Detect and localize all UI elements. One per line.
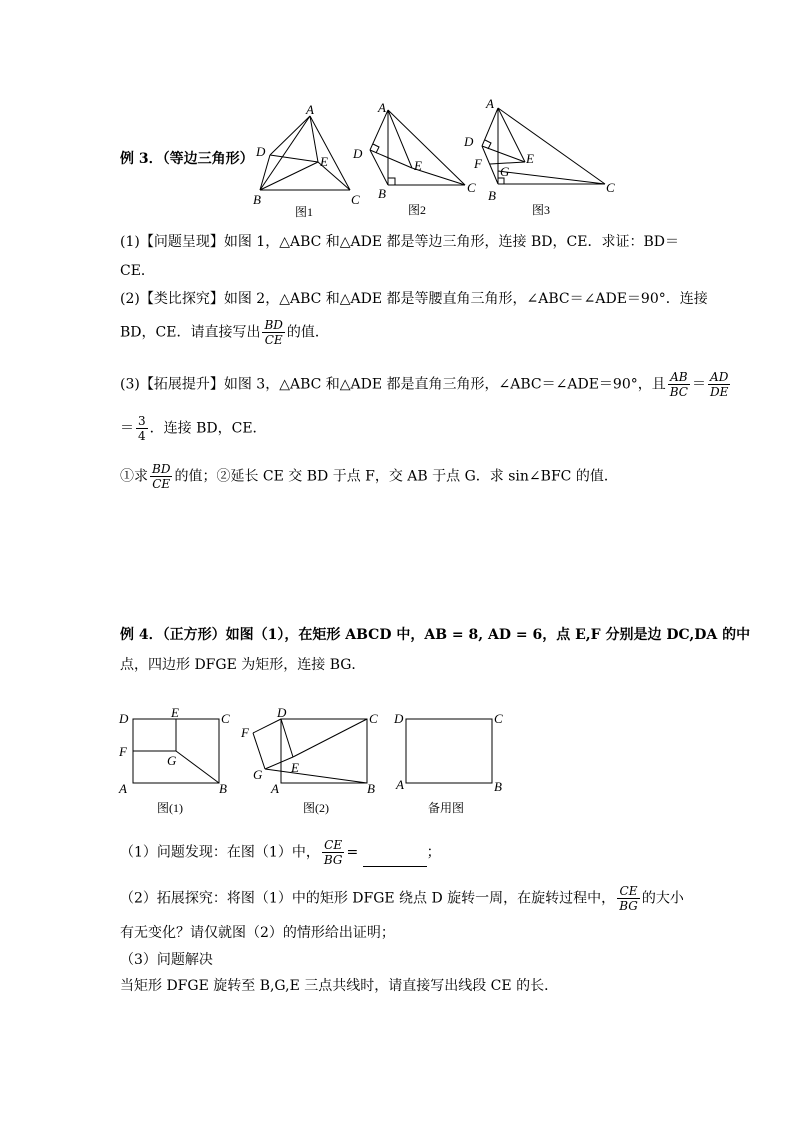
ex4-fig1-label-A: A: [119, 781, 127, 796]
example4-title-line1: [120, 626, 750, 644]
ex4-fig2-label-G: G: [253, 767, 263, 782]
ex3-fig3-label-A: A: [486, 96, 494, 111]
ex3-q3-frac-ad-de: [708, 370, 730, 399]
ex3-fig3-label-E: E: [526, 151, 534, 166]
ex3-q3-line1: [120, 370, 732, 399]
ex4-fig1-label-F: F: [119, 744, 127, 759]
ex4-fig2-label-F: F: [241, 725, 249, 740]
ex3-fig1-label-C: C: [351, 192, 360, 207]
ex4-p1-frac-den: BG: [323, 853, 343, 867]
ex3-q3-line2-pre: ＝: [120, 420, 134, 437]
ex4-p2-line1-post: 的大小: [641, 890, 684, 907]
ex4-fig1-label-B: B: [219, 781, 227, 796]
ex4-figure-1: [115, 705, 235, 820]
ex4-p2-line1: [120, 884, 684, 913]
ex3-fig1-label-B: B: [253, 192, 261, 207]
ex4-p2-frac-den: BG: [619, 899, 638, 913]
ex3-q2-fraction: [262, 318, 284, 347]
ex4-figure-spare: [390, 705, 510, 820]
ex4-p1: [120, 838, 441, 867]
ex3-fig2-label-B: B: [378, 186, 386, 201]
ex4-p2-frac-num: CE: [617, 884, 640, 899]
ex3-q3-sub-frac-num: BD: [152, 462, 171, 476]
ex4-fig2-caption: 图(2): [303, 801, 329, 815]
ex4-fig2-label-D: D: [277, 705, 287, 720]
ex4-fig1-label-G: G: [167, 753, 177, 768]
ex3-fig3-label-C: C: [606, 180, 615, 195]
ex4-p2-fraction: [617, 884, 640, 913]
ex3-fig1-segment-BE: [260, 162, 318, 190]
ex3-fig3-segment-AD: [482, 108, 498, 146]
ex3-q3-frac2-den: DE: [709, 385, 729, 399]
ex3-q3-frac-ab-bc: [668, 370, 690, 399]
example4-title-text: 例 4．（正方形）如图（1），在矩形 ABCD 中，AB = 8, AD = 6，点 E,F 分别是边 DC,DA 的中: [120, 627, 751, 643]
ex4-p2-line1-pre: （2）拓展探究：将图（1）中的矩形 DFGE 绕点 D 旋转一周，在旋转过程中，: [120, 890, 616, 907]
ex3-fig2-segment-BD: [370, 150, 388, 185]
example3-title: 例 3．（等边三角形）: [120, 151, 254, 167]
ex4-p1-frac-num: CE: [322, 838, 345, 853]
ex3-fig2-label-C: C: [467, 180, 476, 195]
ex3-q3-frac1-num: AB: [668, 370, 690, 385]
ex4-spare-label-C: C: [494, 711, 503, 726]
ex3-fig3-label-D: D: [464, 134, 474, 149]
ex3-fig2-right-angle-B: [388, 178, 395, 185]
ex3-q2-line1: (2)【类比探究】如图 2，△ABC 和△ADE 都是等腰直角三角形，∠ABC＝∠ADE＝90°．连接: [120, 291, 708, 307]
ex3-fig3-label-B: B: [488, 188, 496, 203]
ex3-q2-frac-den: CE: [264, 333, 283, 347]
ex3-q3-frac2-num: AD: [708, 370, 730, 385]
ex3-q3-sub-pre: ①求: [120, 468, 148, 485]
ex3-q3-sub-post: 的值；②延长 CE 交 BD 于点 F，交 AB 于点 G．求 sin∠BFC 的值．: [174, 468, 618, 485]
ex4-fig2-segment-GE: [265, 757, 293, 769]
ex3-q3-sub: [120, 462, 618, 491]
ex4-spare-label-A: A: [396, 777, 404, 792]
ex4-spare-label-D: D: [394, 711, 404, 726]
ex4-fig2-segment-GB: [265, 769, 367, 783]
ex4-fig2-segment-EC: [293, 719, 367, 757]
ex4-fig2-label-C: C: [369, 711, 378, 726]
ex3-q3-eq: ＝: [691, 376, 706, 393]
ex3-q3-line2-post: ．连接 BD，CE．: [149, 420, 267, 437]
ex3-q3-sub-fraction: [150, 462, 172, 491]
ex4-p2-line2: 有无变化？请仅就图（2）的情形给出证明；: [120, 925, 395, 941]
ex4-p1-pre: （1）问题发现：在图（1）中，: [120, 844, 320, 861]
ex3-q3-frac1-den: BC: [669, 385, 688, 399]
ex3-figure-3: [460, 96, 620, 220]
ex3-fig1-segment-AB: [260, 116, 310, 190]
ex3-fig2-segment-AC: [388, 110, 465, 185]
ex3-figure-1: [250, 100, 360, 220]
ex3-fig2-label-A: A: [378, 100, 386, 115]
ex3-fig2-label-E: E: [414, 158, 422, 173]
ex3-fig2-segment-AD: [370, 110, 388, 150]
example4-title-line2: 点，四边形 DFGE 为矩形，连接 BG．: [120, 657, 366, 673]
ex3-fig1-segment-BD: [260, 155, 270, 190]
ex3-q2-line2: [120, 318, 329, 347]
ex3-q3-frac3-den: 4: [138, 429, 146, 443]
ex4-fig1-segment-GB: [176, 751, 219, 783]
ex3-fig3-label-G: G: [500, 164, 510, 179]
ex4-fig2-segment-FG: [253, 733, 265, 769]
ex3-fig3-segment-BD: [482, 146, 498, 184]
ex4-figure-2: [235, 705, 385, 820]
ex4-fig2-label-B: B: [367, 781, 375, 796]
ex4-spare-caption: 备用图: [428, 801, 465, 815]
ex4-fig2-label-E: E: [291, 760, 299, 775]
ex3-fig1-label-D: D: [256, 144, 266, 159]
ex4-fig2-label-A: A: [271, 781, 279, 796]
ex4-spare-label-B: B: [494, 779, 502, 794]
ex4-fig1-caption: 图(1): [157, 801, 183, 815]
ex3-q1-line2: CE．: [120, 263, 155, 279]
ex4-fig2-segment-DF: [253, 719, 281, 733]
ex3-fig1-segment-DE: [270, 155, 318, 162]
ex4-fig1-label-E: E: [171, 705, 179, 720]
ex3-fig1-label-E: E: [320, 154, 328, 169]
ex3-q2-line2-pre: BD，CE．请直接写出: [120, 324, 261, 341]
ex4-p1-answer-blank: [363, 852, 427, 867]
ex3-q1-line1: (1)【问题呈现】如图 1，△ABC 和△ADE 都是等边三角形，连接 BD，CE．求证：BD＝: [120, 234, 679, 250]
ex3-fig3-caption: 图3: [532, 203, 551, 217]
ex3-fig1-caption: 图1: [295, 205, 314, 219]
ex3-q2-frac-num: BD: [264, 318, 283, 332]
ex4-fig1-label-C: C: [221, 711, 230, 726]
ex4-p1-post: =: [346, 844, 363, 861]
ex4-fig2-segment-DE: [281, 719, 293, 757]
ex4-fig1-label-D: D: [119, 711, 129, 726]
ex3-fig1-label-A: A: [306, 102, 314, 117]
ex3-fig2-label-D: D: [353, 146, 363, 161]
ex4-p3-line: 当矩形 DFGE 旋转至 B,G,E 三点共线时，请直接写出线段 CE 的长．: [120, 978, 559, 994]
ex4-p1-fraction: [322, 838, 345, 867]
ex3-fig1-segment-AD: [270, 116, 310, 155]
ex4-p3-title: （3）问题解决: [120, 952, 213, 968]
ex3-q3-frac-3-4: [136, 414, 148, 443]
ex3-q3-sub-frac-den: CE: [152, 477, 171, 491]
ex4-p1-end: ；: [426, 844, 441, 861]
ex3-q2-line2-post: 的值．: [286, 324, 329, 341]
ex3-fig3-label-F: F: [474, 156, 482, 171]
ex4-spare-rect-ABCD: [406, 719, 492, 783]
ex3-q3-line2: [120, 414, 267, 443]
ex3-fig2-caption: 图2: [408, 203, 427, 217]
ex3-q3-frac3-num: 3: [138, 414, 146, 428]
ex3-q3-line1-pre: (3)【拓展提升】如图 3，△ABC 和△ADE 都是直角三角形，∠ABC＝∠ADE＝90°，且: [120, 376, 666, 393]
